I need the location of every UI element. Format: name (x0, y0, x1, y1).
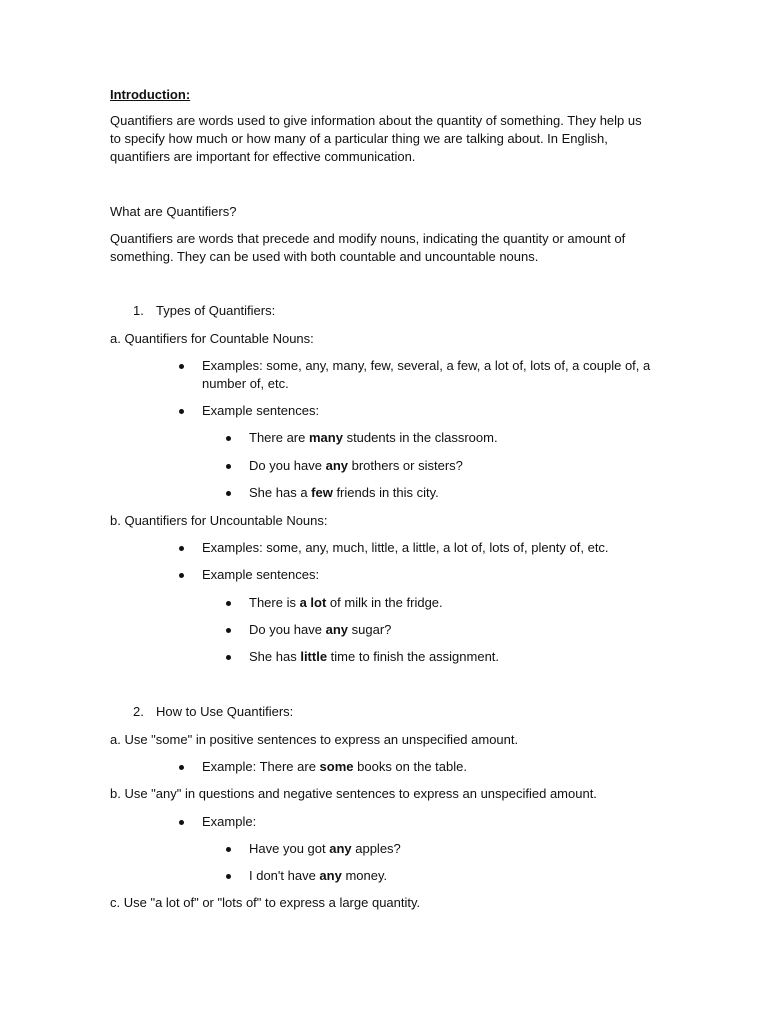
bullet-icon (179, 364, 184, 369)
example-sentence: Do you have any sugar? (249, 622, 392, 637)
section1b-examples: Examples: some, any, much, little, a little, a lot of, lots of, plenty of, etc. (202, 540, 609, 555)
intro-heading: Introduction: (110, 87, 191, 102)
bullet-icon (226, 601, 231, 606)
example-sentence: Do you have any brothers or sisters? (249, 458, 463, 473)
section1b-sentences-label: Example sentences: (202, 567, 320, 582)
example-sentence: She has little time to finish the assignment. (249, 649, 500, 664)
section2b-label: b. Use "any" in questions and negative sentences to express an unspecified amount. (110, 786, 597, 801)
what-question: What are Quantifiers? (110, 204, 237, 219)
section1a-examples: Examples: some, any, many, few, several, a few, a lot of, lots of, a couple of, a number of, etc. (202, 358, 651, 391)
bullet-icon (179, 409, 184, 414)
example-sentence: There is a lot of milk in the fridge. (249, 595, 443, 610)
bullet-icon (226, 436, 231, 441)
section2b-example-label: Example: (202, 814, 257, 829)
section1a-sentences-label: Example sentences: (202, 403, 320, 418)
bullet-icon (179, 765, 184, 770)
intro-paragraph: Quantifiers are words used to give information about the quantity of something. They help us to specify how much or how many of a particular thing we are talking about. In English, quantifiers are important for effective communication. (110, 113, 642, 164)
bullet-icon (226, 847, 231, 852)
section2-title: How to Use Quantifiers: (156, 704, 294, 719)
example-sentence: She has a few friends in this city. (249, 485, 439, 500)
section2a-label: a. Use "some" in positive sentences to express an unspecified amount. (110, 732, 519, 747)
bullet-icon (226, 655, 231, 660)
section1a-label: a. Quantifiers for Countable Nouns: (110, 331, 314, 346)
example-sentence: Have you got any apples? (249, 841, 401, 856)
bullet-icon (226, 491, 231, 496)
section2c-label: c. Use "a lot of" or "lots of" to express a large quantity. (110, 895, 421, 910)
example-sentence: I don't have any money. (249, 868, 388, 883)
bullet-icon (226, 874, 231, 879)
bullet-icon (179, 573, 184, 578)
bullet-icon (226, 464, 231, 469)
example-sentence: There are many students in the classroom. (249, 430, 498, 445)
section1-title: Types of Quantifiers: (156, 303, 276, 318)
section1b-label: b. Quantifiers for Uncountable Nouns: (110, 513, 328, 528)
section1-number: 1. (133, 303, 144, 318)
bullet-icon (226, 628, 231, 633)
section2-number: 2. (133, 704, 144, 719)
what-paragraph: Quantifiers are words that precede and modify nouns, indicating the quantity or amount of something. They can be used with both countable and uncountable nouns. (110, 231, 626, 264)
bullet-icon (179, 546, 184, 551)
example-sentence: Example: There are some books on the table. (202, 759, 467, 774)
bullet-icon (179, 820, 184, 825)
